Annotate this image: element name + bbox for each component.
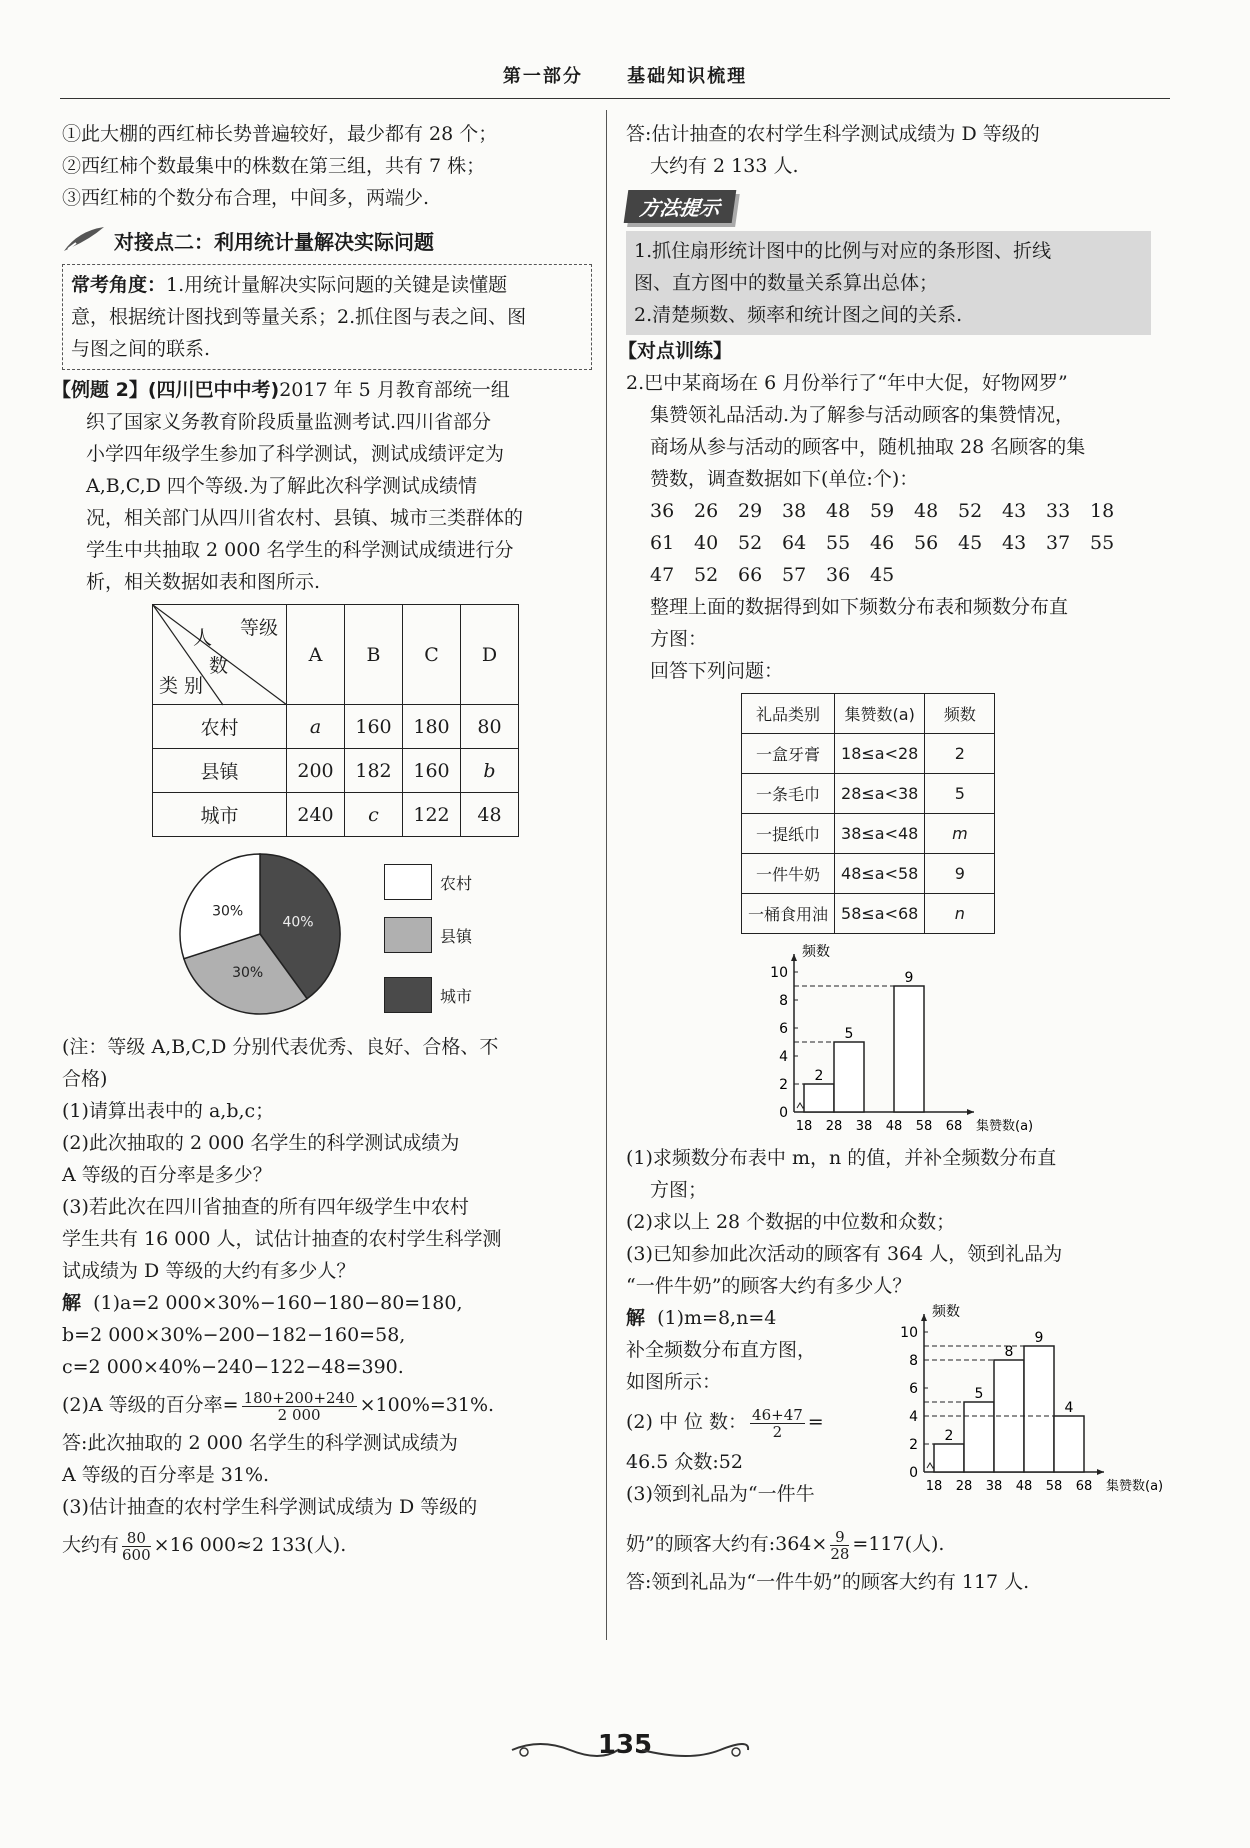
y-tick-label: 10	[900, 1325, 918, 1341]
sol2-suffix: ×100%=31%.	[359, 1394, 495, 1416]
r-sol2-suffix: =	[807, 1411, 824, 1433]
legend-item-city	[384, 965, 472, 1025]
page-header	[60, 62, 1190, 102]
answer2-b: A 等级的百分率是 31%.	[62, 1464, 270, 1486]
header-a: A	[287, 605, 345, 705]
header-c: C	[403, 605, 461, 705]
grade-table	[152, 604, 519, 837]
x-axis-label: 集赞数(a)	[976, 1119, 1034, 1134]
table-cell: 48	[461, 793, 519, 837]
data-value: 47	[650, 564, 675, 586]
solution-1b: b=2 000×30%−200−182−160=58,	[62, 1324, 406, 1346]
example-line-3: 小学四年级学生参加了科学测试，测试成绩评定为	[86, 443, 505, 465]
histogram-bar	[1024, 1346, 1054, 1472]
y-tick-label: 2	[909, 1437, 918, 1453]
question-r1b: 方图；	[650, 1179, 708, 1201]
gift-cell: 5	[925, 774, 995, 814]
example-line-7: 析，相关数据如表和图所示.	[86, 571, 321, 593]
x-axis-arrow	[1097, 1469, 1104, 1475]
row-label: 农村	[153, 705, 287, 749]
question-3b: 学生共有 16 000 人，试估计抽查的农村学生科学测	[62, 1228, 502, 1250]
y-tick-label: 4	[909, 1409, 918, 1425]
bar-label: 5	[844, 1026, 854, 1042]
problem-line-1: 2.巴中某商场在 6 月份举行了“年中大促，好物网罗”	[626, 372, 1068, 394]
data-value: 36	[650, 500, 675, 522]
answer2-a: 答:此次抽取的 2 000 名学生的科学测试成绩为	[62, 1432, 458, 1454]
r-sol2-den: 2	[772, 1422, 783, 1441]
row-label: 城市	[153, 793, 287, 837]
pie-label: 30%	[232, 965, 264, 982]
data-value: 38	[782, 500, 807, 522]
y-axis-label: 频数	[802, 944, 830, 960]
data-value: 59	[870, 500, 895, 522]
gift-cell: 一盒牙膏	[742, 734, 835, 774]
data-value: 55	[1090, 532, 1115, 554]
r-sol1b-1: 补全频数分布直方图，	[626, 1339, 817, 1361]
data-value: 26	[694, 500, 719, 522]
table-cell: a	[287, 705, 345, 749]
histogram-bar	[804, 1084, 834, 1112]
data-value: 55	[826, 532, 851, 554]
y-tick-label: 6	[909, 1381, 918, 1397]
r-sol1: (1)m=8,n=4	[657, 1307, 777, 1329]
page-number: 135	[597, 1730, 653, 1760]
sol3-suffix: ×16 000≈2 133(人).	[153, 1534, 347, 1556]
gift-cell: 2	[925, 734, 995, 774]
r-sol3-fraction	[830, 1529, 849, 1562]
legend-swatch	[384, 864, 432, 900]
gift-cell: 38≤a<48	[835, 814, 925, 854]
histogram-1	[754, 942, 1034, 1142]
example-line-6: 学生中共抽取 2 000 名学生的科学测试成绩进行分	[86, 539, 514, 561]
data-value: 29	[738, 500, 763, 522]
gift-cell: 48≤a<58	[835, 854, 925, 894]
gift-cell: 18≤a<28	[835, 734, 925, 774]
tip-line-1: 1.用统计量解决实际问题的关键是读懂题	[166, 274, 508, 296]
table-cell: 240	[287, 793, 345, 837]
data-value: 18	[1090, 500, 1115, 522]
data-grid	[626, 495, 1151, 591]
sol3-den: 600	[122, 1545, 151, 1564]
r-sol1b-2: 如图所示：	[626, 1371, 722, 1393]
table-cell: c	[345, 793, 403, 837]
bar-label: 5	[974, 1386, 984, 1402]
r-sol3-num: 9	[830, 1529, 849, 1546]
y-axis-arrow	[921, 1314, 927, 1321]
row-label: 县镇	[153, 749, 287, 793]
table-row	[742, 734, 995, 774]
note-line-2: 合格)	[62, 1068, 108, 1090]
table-row	[742, 814, 995, 854]
answer-top-a: 答:估计抽查的农村学生科学测试成绩为 D 等级的	[626, 123, 1040, 145]
r-sol2-num: 46+47	[752, 1405, 803, 1424]
header-b: B	[345, 605, 403, 705]
data-value: 45	[870, 564, 895, 586]
tip-line-3: 与图之间的联系.	[71, 338, 211, 360]
solution-label: 解	[62, 1292, 82, 1314]
data-value: 52	[958, 500, 983, 522]
training-label: 【对点训练】	[618, 340, 733, 362]
histogram-bar	[934, 1444, 964, 1472]
question-2a: (2)此次抽取的 2 000 名学生的科学测试成绩为	[62, 1132, 460, 1154]
question-r2: (2)求以上 28 个数据的中位数和众数；	[626, 1211, 956, 1233]
sol3-prefix: 大约有	[62, 1534, 120, 1556]
left-column	[52, 118, 592, 1567]
table-cell: 200	[287, 749, 345, 793]
problem-line-2: 集赞领礼品活动.为了解参与活动顾客的集赞情况，	[650, 404, 1075, 426]
section-heading	[62, 220, 592, 260]
data-value: 66	[738, 564, 763, 586]
x-tick-label: 68	[1075, 1479, 1093, 1494]
gift-header: 礼品类别	[742, 694, 835, 734]
column-divider	[606, 110, 607, 1640]
solution-1a: (1)a=2 000×30%−160−180−80=180,	[93, 1292, 463, 1314]
data-value: 43	[1002, 532, 1027, 554]
table-row	[153, 749, 519, 793]
pie-legend	[384, 859, 472, 1025]
gift-cell: m	[925, 814, 995, 854]
r-sol2-line2: 46.5 众数:52	[626, 1451, 743, 1473]
header-d: D	[461, 605, 519, 705]
x-tick-label: 58	[915, 1119, 933, 1134]
sol3-num: 80	[122, 1530, 151, 1547]
r-sol3-prefix: 奶”的顾客大约有:364×	[626, 1533, 828, 1555]
header-rule	[60, 98, 1170, 99]
x-tick-label: 28	[825, 1119, 843, 1134]
table-corner	[153, 605, 287, 705]
question-1: (1)请算出表中的 a,b,c；	[62, 1100, 275, 1122]
method-box	[626, 231, 1151, 335]
question-r3a: (3)已知参加此次活动的顾客有 364 人，领到礼品为	[626, 1243, 1063, 1265]
x-tick-label: 18	[795, 1119, 813, 1134]
data-row	[650, 527, 1151, 559]
x-tick-label: 18	[925, 1479, 943, 1494]
x-axis-label: 集赞数(a)	[1106, 1479, 1164, 1494]
r-sol3-den: 28	[830, 1544, 850, 1563]
corner-bottom: 类 别	[159, 675, 204, 697]
y-tick-label: 10	[770, 965, 788, 981]
y-axis-label: 频数	[932, 1304, 960, 1320]
legend-label: 农村	[440, 873, 473, 893]
table-row	[153, 705, 519, 749]
table-row	[742, 894, 995, 934]
problem-line-4: 赞数，调查数据如下(单位:个)：	[650, 468, 919, 490]
method-line-1: 1.抓住扇形统计图中的比例与对应的条形图、折线	[634, 240, 1052, 262]
example-source: (四川巴中中考)	[147, 379, 280, 401]
answer-top-b: 大约有 2 133 人.	[650, 155, 799, 177]
gift-cell: 58≤a<68	[835, 894, 925, 934]
data-value: 37	[1046, 532, 1071, 554]
r-solution-label: 解	[626, 1307, 646, 1329]
point-3: ③西红柿的个数分布合理，中间多，两端少.	[62, 187, 430, 209]
question-r1a: (1)求频数分布表中 m，n 的值，并补全频数分布直	[626, 1147, 1057, 1169]
sol2-fraction	[242, 1390, 357, 1423]
table-cell: 80	[461, 705, 519, 749]
example-line-1: 2017 年 5 月教育部统一组	[279, 379, 510, 401]
pie-area	[62, 849, 592, 1029]
bar-label: 4	[1064, 1400, 1074, 1416]
table-cell: 160	[403, 749, 461, 793]
legend-label: 县镇	[440, 926, 473, 946]
legend-swatch	[384, 917, 432, 953]
data-value: 45	[958, 532, 983, 554]
sol2-num: 180+200+240	[243, 1388, 355, 1407]
data-value: 46	[870, 532, 895, 554]
after-data-1: 整理上面的数据得到如下频数分布表和频数分布直	[650, 596, 1069, 618]
example-line-2: 织了国家义务教育阶段质量监测考试.四川省部分	[86, 411, 492, 433]
data-value: 33	[1046, 500, 1071, 522]
table-cell: 180	[403, 705, 461, 749]
gift-cell: 9	[925, 854, 995, 894]
data-value: 48	[914, 500, 939, 522]
y-tick-label: 8	[779, 993, 788, 1009]
r-sol3-line1: (3)领到礼品为“一件牛	[626, 1483, 815, 1505]
bar-label: 9	[1034, 1330, 1044, 1346]
pie-label: 30%	[212, 903, 244, 920]
question-r3b: “一件牛奶”的顾客大约有多少人？	[626, 1275, 912, 1297]
section-title: 对接点二：利用统计量解决实际问题	[114, 229, 434, 254]
gift-cell: 一件牛奶	[742, 854, 835, 894]
header-part: 第一部分	[502, 66, 583, 87]
y-tick-label: 2	[779, 1077, 788, 1093]
legend-item-county	[384, 905, 472, 965]
bar-label: 9	[904, 970, 914, 986]
x-tick-label: 58	[1045, 1479, 1063, 1494]
gift-cell: 一提纸巾	[742, 814, 835, 854]
pie-chart	[174, 849, 354, 1019]
y-tick-label: 4	[779, 1049, 788, 1065]
x-axis-arrow	[967, 1109, 974, 1115]
after-data-2: 方图：	[650, 628, 708, 650]
legend-swatch	[384, 977, 432, 1013]
legend-item-rural	[384, 859, 472, 905]
tip-label: 常考角度：	[71, 274, 167, 296]
gift-header: 频数	[925, 694, 995, 734]
gift-cell: 一桶食用油	[742, 894, 835, 934]
point-1: ①此大棚的西红柿长势普遍较好，最少都有 28 个；	[62, 123, 498, 145]
header-title: 基础知识梳理	[627, 66, 748, 87]
table-cell: 182	[345, 749, 403, 793]
data-row	[650, 559, 1151, 591]
data-value: 40	[694, 532, 719, 554]
right-ornament-icon	[640, 1742, 750, 1758]
x-tick-label: 48	[885, 1119, 903, 1134]
note-line-1: (注：等级 A,B,C,D 分别代表优秀、良好、合格、不	[62, 1036, 499, 1058]
y-tick-label: 6	[779, 1021, 788, 1037]
x-tick-label: 38	[985, 1479, 1003, 1494]
data-value: 48	[826, 500, 851, 522]
data-value: 52	[694, 564, 719, 586]
method-line-2: 图、直方图中的数量关系算出总体；	[634, 272, 939, 294]
table-cell: b	[461, 749, 519, 793]
bar-label: 8	[1004, 1344, 1014, 1360]
tip-box	[62, 264, 592, 370]
gift-header-row	[742, 694, 995, 734]
histogram-bar	[834, 1042, 864, 1112]
data-value: 36	[826, 564, 851, 586]
y-tick-label: 8	[909, 1353, 918, 1369]
r-sol2-fraction	[750, 1407, 805, 1440]
x-tick-label: 38	[855, 1119, 873, 1134]
point-2: ②西红柿个数最集中的株数在第三组，共有 7 株；	[62, 155, 486, 177]
data-row	[650, 495, 1151, 527]
r-sol3-suffix: =117(人).	[852, 1533, 945, 1555]
data-value: 61	[650, 532, 675, 554]
data-value: 52	[738, 532, 763, 554]
x-tick-label: 48	[1015, 1479, 1033, 1494]
problem-line-3: 商场从参与活动的顾客中，随机抽取 28 名顾客的集	[650, 436, 1086, 458]
table-row	[742, 854, 995, 894]
tip-line-2: 意，根据统计图找到等量关系；2.抓住图与表之间、图	[71, 306, 527, 328]
table-cell: 122	[403, 793, 461, 837]
question-3a: (3)若此次在四川省抽查的所有四年级学生中农村	[62, 1196, 469, 1218]
after-data-3: 回答下列问题：	[650, 660, 784, 682]
histogram-2	[884, 1302, 1164, 1502]
solution-1c: c=2 000×40%−240−122−48=390.	[62, 1356, 404, 1378]
x-tick-label: 28	[955, 1479, 973, 1494]
sol3-line1: (3)估计抽查的农村学生科学测试成绩为 D 等级的	[62, 1496, 478, 1518]
corner-mid1: 人	[193, 627, 213, 649]
r-sol2-prefix: (2) 中 位 数：	[626, 1411, 748, 1433]
histogram-bar	[894, 986, 924, 1112]
r-answer3: 答:领到礼品为“一件牛奶”的顾客大约有 117 人.	[626, 1571, 1030, 1593]
data-value: 64	[782, 532, 807, 554]
corner-top: 等级	[239, 617, 278, 639]
question-3c: 试成绩为 D 等级的大约有多少人？	[62, 1260, 356, 1282]
corner-mid2: 数	[209, 655, 229, 677]
gift-header: 集赞数(a)	[835, 694, 925, 734]
example-label: 【例题 2】	[52, 379, 148, 401]
question-2b: A 等级的百分率是多少？	[62, 1164, 272, 1186]
bar-label: 2	[944, 1428, 954, 1444]
histogram-bar	[964, 1402, 994, 1472]
example-line-5: 况，相关部门从四川省农村、县镇、城市三类群体的	[86, 507, 524, 529]
method-heading	[626, 190, 1151, 223]
method-tag: 方法提示	[624, 190, 737, 223]
solution-text	[626, 1302, 886, 1510]
gift-cell: 28≤a<38	[835, 774, 925, 814]
y-tick-label: 0	[909, 1465, 918, 1481]
gift-cell: n	[925, 894, 995, 934]
solution-area	[626, 1302, 1164, 1522]
gift-cell: 一条毛巾	[742, 774, 835, 814]
table-row	[742, 774, 995, 814]
data-value: 56	[914, 532, 939, 554]
example-block	[52, 374, 592, 598]
legend-label: 城市	[440, 986, 473, 1006]
data-value: 57	[782, 564, 807, 586]
right-column	[618, 118, 1164, 1598]
pie-label: 40%	[282, 914, 314, 931]
y-tick-label: 0	[779, 1105, 788, 1121]
table-cell: 160	[345, 705, 403, 749]
sol3-fraction	[122, 1530, 151, 1563]
gift-table	[741, 693, 995, 934]
pen-icon	[62, 225, 106, 255]
data-value: 43	[1002, 500, 1027, 522]
histogram-bar	[1054, 1416, 1084, 1472]
bar-label: 2	[814, 1068, 824, 1084]
y-axis-arrow	[791, 954, 797, 961]
sol2-prefix: (2)A 等级的百分率=	[62, 1394, 239, 1416]
example-line-4: A,B,C,D 四个等级.为了解此次科学测试成绩情	[86, 475, 477, 497]
x-tick-label: 68	[945, 1119, 963, 1134]
table-row	[153, 793, 519, 837]
sol2-den: 2 000	[277, 1405, 321, 1424]
method-line-3: 2.清楚频数、频率和统计图之间的关系.	[634, 304, 963, 326]
